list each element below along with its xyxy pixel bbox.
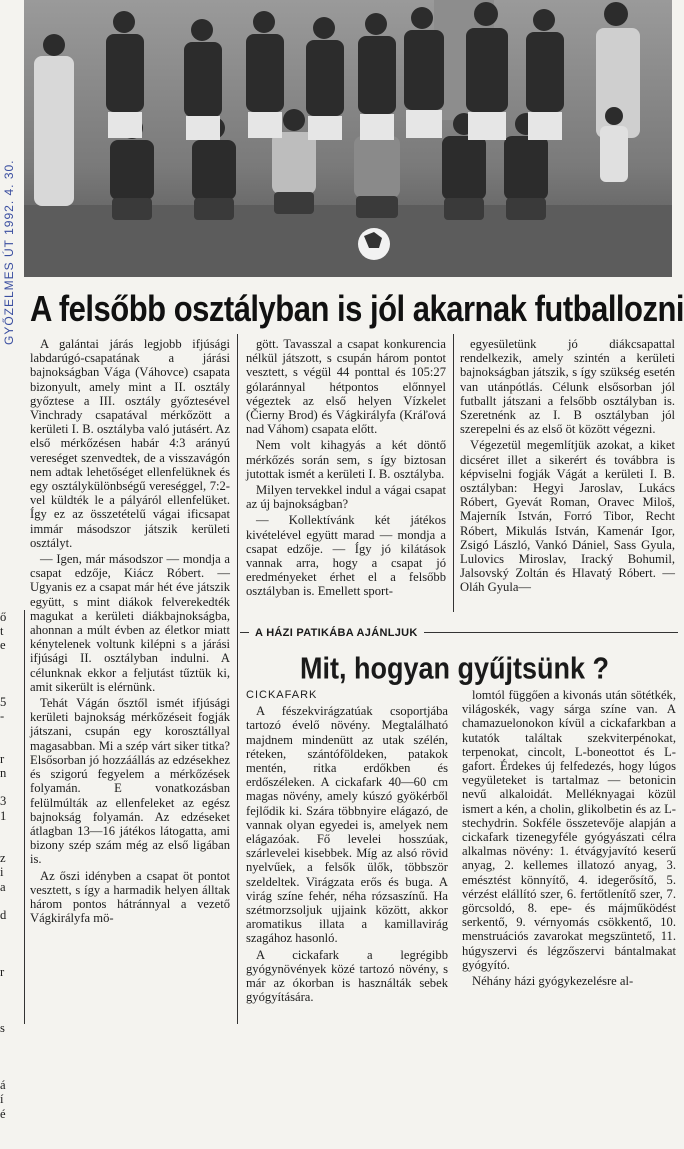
article-column-2 [246,337,446,612]
article-column-1 [30,337,230,1027]
fragment-line [0,993,22,1007]
handwritten-margin-note: GYŐZELMES ÚT 1992. 4. 30. [2,159,16,345]
fragment-line [0,936,22,950]
fragment-line [0,922,22,936]
fragment-line: t [0,624,4,639]
fragment-line: i [0,865,4,880]
article-paragraph: egyesületünk jó diákcsapattal rendelkezik, amely szintén a kerületi bajnokságban játszik, s így szükség esetén van utánpótlás. Célunk elsősorban jól futballt játszani a felsőbb osztályban is. Szeretnénk az I. B osztályban jól szerepelni és az első öt között végezni. [460,337,675,437]
article-paragraph: Nem volt kihagyás a két döntő mérkőzés során sem, s így biztosan jutottak ismét a kerületi I. B. osztályba. [246,438,446,481]
article-paragraph: Az őszi idényben a csapat öt pontot vesztett, s így a harmadik helyen álltak három pontos hátránnyal a vezető Vágkirályfa mö- [30,868,230,926]
left-column-fragments [0,610,22,1121]
article-paragraph: — Igen, már másodszor — mondja a csapat edzője, Kiácz Róbert. — Ugyanis ez a csapat már hét éve játszik együtt, s mint diákok felverekedték magukat a kerületi diákbajnokságba, ahonnan a múlt évben az életkor miatt kénytelenek voltunk kilépni s a járási ifjúsági II. osztályban indulni. A célunknak ekkor a feljutást tűztük ki, amit sikerült is elérnünk. [30,552,230,694]
fragment-line: n [0,766,7,781]
fragment-line [0,738,22,752]
fragment-line [0,780,22,794]
section-label: CICKAFARK [246,689,318,701]
fragment-line [0,1121,22,1135]
section-title: Mit, hogyan gyűjtsünk ? [300,651,609,686]
fragment-line: s [0,1021,5,1036]
team-photo-image [24,0,672,277]
fragment-line [0,1064,22,1078]
fragment-line: 5 [0,695,7,710]
column-rule [453,334,454,612]
article-paragraph: Végezetül megemlítjük azokat, a kiket dicséret illet a sikerért és továbbra is képviselni fogják Vágát a kerületi I. B. osztályban: Hegyi Jaroslav, Lukács Róbert, Gyevát Roman, Oravec Miloš, Majerník István, Forró Tibor, Recht Róbert, Mikulás István, Kamenár Igor, Zsigó László, Vankó Dániel, Sass Gyula, Lulovics Miroslav, Iracký Bohumil, Jalsovský Zoltán és Hlavatý Róbert. —Oláh Gyula— [460,438,675,595]
section-kicker: A HÁZI PATIKÁBA AJÁNLJUK [249,624,424,642]
article-paragraph: lomtól függően a kivonás után sötétkék, világoskék, vagy sárga színe van. A chamazuelonokon kívül a cickafarkban a kutatók találtak szekviterpénokat, terpenokat, cincolt, L-boneottot és L-gafort. Érdekes új felfedezés, hogy lúgos vegyületeket is tartalmaz — betonicin nevű alkaloidát. Melléknyagai közül ismert a kén, a cholin, glikolbetin és az L-stechydrin. Sokféle összetevője alapján a cickafark tizenegyféle gyógyászati célra alkalmas növény: 1. étvágyjavító keserű anyag, 2. kellemes illatozó anyag, 3. emésztést könnyítő, 4. idegerősítő, 5. vérzést elállító szer, 6. fertőtlenítő szer, 7. görcsoldó, 8. epe- és májműködést serkentő, 9. vérnyomás csökkentő, 10. menstruációs zavarokat megszüntető, 11. húgyszervi és légzőszervi bántalmakat gyógyító. [462,688,676,972]
fragment-line [0,837,22,851]
fragment-line: r [0,751,5,766]
fragment-line: 1 [0,808,7,823]
fragment-line: d [0,907,7,922]
article-paragraph: — Kollektívánk két játékos kivételével együtt marad — mondja a csapat edzője. — Így jó kilátások vannak arra, hogy a csapat jó eredményeket érhet el a felsőbb osztályban is. Emellett sport- [246,513,446,599]
article-paragraph: Tehát Vágán ősztől ismét ifjúsági kerületi bajnokság mérkőzéseit fogják játszani, csupán egy korosztállyal magasabban. Mi a szép várt siker titka? Elsősorban jó hozzáállás az edzésekhez és szigorú fegyelem a mérkőzések folyamán. E vonatkozásban felülmúlták az ellenfeleket az egész bajnokság folyamán. Az edzéseket átlagban 13—16 játékos látogatta, ami bizony szép szám még az első ligában is. [30,696,230,867]
fragment-line [0,681,22,695]
column-rule [237,334,238,1024]
fragment-line [0,1050,22,1064]
fragment-line [0,979,22,993]
article-paragraph: Milyen tervekkel indul a vágai csapat az új bajnokságban? [246,483,446,512]
article-paragraph: A galántai járás legjobb ifjúsági labdarúgó-csapatának a járási bajnokságban Vága (Váhovce) csapata bizonyult, amely mint a II. osztály győztese a III. osztály győztesével Vinchrady csapatával mérkőzött a kerületi I. B. osztályba való jutásért. Az első mérkőzésen habár 4:3 arányú vereséget szenvedtek, de a visszavágón nem adtak lehetőséget ellenfelüknek és egy osztálykülönbségű vereséggel, 7:2-vel küldték le a pályáról ellenfelüket. Így ez az összetételű vágai ificsapat immár másodszor játszik kerületi osztályt. [30,337,230,550]
column-rule [24,610,25,1024]
team-photo [24,0,672,277]
fragment-line: r [0,964,5,979]
article-paragraph: Néhány házi gyógykezelésre al- [472,974,634,989]
fragment-line [0,667,22,681]
fragment-line: a [0,879,6,894]
article-column-3 [460,337,675,612]
fragment-line: e [0,638,6,653]
fragment-line [0,1036,22,1050]
pharmacy-column-2 [462,688,676,1024]
fragment-line: á [0,1078,6,1093]
pharmacy-column-1 [246,688,448,1018]
fragment-line [0,653,22,667]
fragment-line [0,1135,22,1149]
fragment-line [0,894,22,908]
fragment-line: - [0,709,5,724]
fragment-line: í [0,1092,4,1107]
article-paragraph: A cickafark a legrégibb gyógynövények közé tartozó növény, s már az ókorban is használták sebek gyógyítására. [246,947,448,1005]
article-headline: A felsőbb osztályban is jól akarnak futballozni [30,287,684,330]
fragment-line [0,823,22,837]
fragment-line: z [0,851,6,866]
fragment-line: ő [0,610,7,624]
fragment-line [0,1007,22,1021]
article-paragraph: A fészekvirágzatúak csoportjába tartozó évelő növény. Megtalálható majdnem mindenütt az utak szélén, réteken, szántóföldeken, patakok mentén, ritka erdőkben és erdőszéleken. A cickafark 40—60 cm magas növény, amely kúszó gyökérből fejlődik ki. Szára többnyire elágazó, de vannak olyan egyedei is, amelyek nem elágazóak. Fő levelei hosszúak, szárlevelei kisebbek. Míg az alsó rövid nyelvűek, a felsők ülők, többször szeldeltek. Virágzata erős és buga. A virág színe fehér, néha rózsaszínű. Ha szétmorzsoljuk ujjaink között, akkor aromatikus illata a kamillavirág szagához hasonló. [246,704,448,946]
fragment-line [0,724,22,738]
fragment-line: 3 [0,794,7,809]
article-paragraph: gött. Tavasszal a csapat konkurencia nélkül játszott, s csupán három pontot vesztett, s végül 44 ponttal és 105:27 gólaránnyal hétpontos előnnyel végeztek az első helyen Vízkelet (Čierny Brod) és Vágkirályfa (Kráľová nad Váhom) csapata előtt. [246,337,446,437]
fragment-line [0,951,22,965]
fragment-line: é [0,1106,6,1121]
